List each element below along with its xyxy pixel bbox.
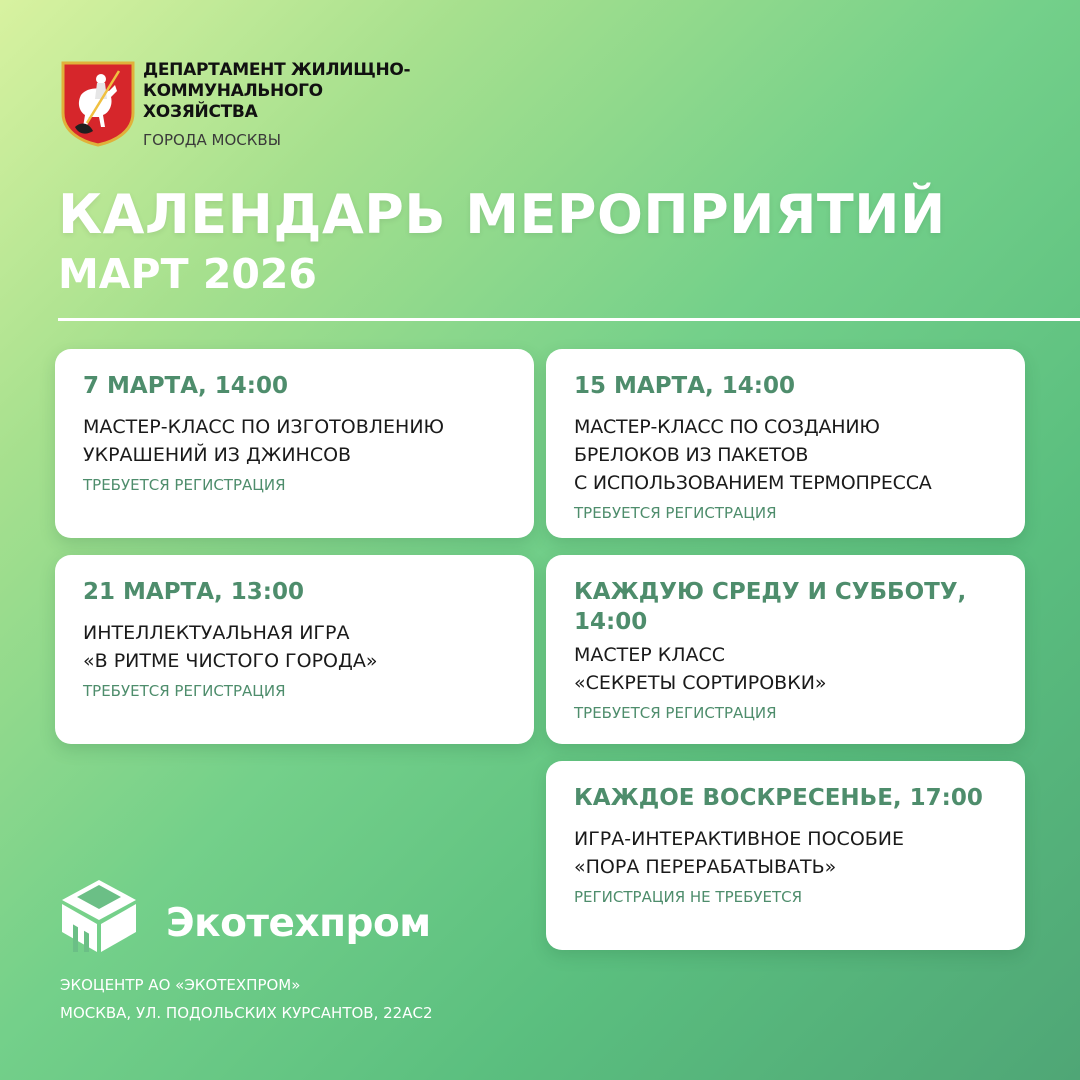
department-city: ГОРОДА МОСКВЫ (143, 131, 281, 149)
event-description (574, 825, 997, 881)
event-date: 15 МАРТА, 14:00 (574, 373, 796, 399)
event-description-line: ИНТЕЛЛЕКТУАЛЬНАЯ ИГРА (83, 622, 350, 644)
event-registration-status: ТРЕБУЕТСЯ РЕГИСТРАЦИЯ (83, 476, 286, 494)
event-date: 7 МАРТА, 14:00 (83, 373, 289, 399)
event-description-line: МАСТЕР КЛАСС (574, 644, 726, 666)
event-description-line: БРЕЛОКОВ ИЗ ПАКЕТОВ (574, 444, 809, 466)
event-description-line: ИГРА-ИНТЕРАКТИВНОЕ ПОСОБИЕ (574, 828, 905, 850)
event-description (83, 413, 506, 469)
ecotechprom-logo-icon (62, 880, 136, 952)
event-date (574, 577, 997, 637)
event-description-line: «В РИТМЕ ЧИСТОГО ГОРОДА» (83, 650, 378, 672)
moscow-coat-of-arms-icon (61, 61, 135, 147)
event-registration-status: ТРЕБУЕТСЯ РЕГИСТРАЦИЯ (83, 682, 286, 700)
event-description-line: С ИСПОЛЬЗОВАНИЕМ ТЕРМОПРЕССА (574, 472, 932, 494)
event-date: КАЖДОЕ ВОСКРЕСЕНЬЕ, 17:00 (574, 785, 983, 811)
page-subtitle: МАРТ 2026 (58, 250, 317, 298)
event-description-line: МАСТЕР-КЛАСС ПО ИЗГОТОВЛЕНИЮ (83, 416, 445, 438)
event-date-line: КАЖДУЮ СРЕДУ И СУББОТУ, (574, 579, 967, 605)
event-description (574, 413, 997, 497)
event-card-4 (546, 555, 1025, 744)
event-registration-status: ТРЕБУЕТСЯ РЕГИСТРАЦИЯ (574, 504, 777, 522)
event-date: 21 МАРТА, 13:00 (83, 579, 305, 605)
event-description (574, 641, 997, 697)
event-date-line: 14:00 (574, 609, 648, 635)
department-line-3: ХОЗЯЙСТВА (143, 102, 258, 122)
brand-name: Экотехпром (166, 901, 431, 946)
event-description (83, 619, 506, 675)
event-description-line: «ПОРА ПЕРЕРАБАТЫВАТЬ» (574, 856, 837, 878)
page-title: КАЛЕНДАРЬ МЕРОПРИЯТИЙ (58, 183, 946, 246)
title-divider (58, 318, 1080, 321)
event-card-5 (546, 761, 1025, 950)
event-card-2 (546, 349, 1025, 538)
event-description-line: «СЕКРЕТЫ СОРТИРОВКИ» (574, 672, 827, 694)
department-name (143, 60, 410, 149)
event-description-line: УКРАШЕНИЙ ИЗ ДЖИНСОВ (83, 444, 352, 466)
department-line-2: КОММУНАЛЬНОГО (143, 81, 323, 101)
event-card-3 (55, 555, 534, 744)
department-line-1: ДЕПАРТАМЕНТ ЖИЛИЩНО- (143, 60, 411, 80)
event-registration-status: РЕГИСТРАЦИЯ НЕ ТРЕБУЕТСЯ (574, 888, 803, 906)
address-line-1: ЭКОЦЕНТР АО «ЭКОТЕХПРОМ» (60, 976, 301, 994)
event-registration-status: ТРЕБУЕТСЯ РЕГИСТРАЦИЯ (574, 704, 777, 722)
event-card-1 (55, 349, 534, 538)
event-description-line: МАСТЕР-КЛАСС ПО СОЗДАНИЮ (574, 416, 880, 438)
address-line-2: МОСКВА, УЛ. ПОДОЛЬСКИХ КУРСАНТОВ, 22АС2 (60, 1004, 433, 1022)
